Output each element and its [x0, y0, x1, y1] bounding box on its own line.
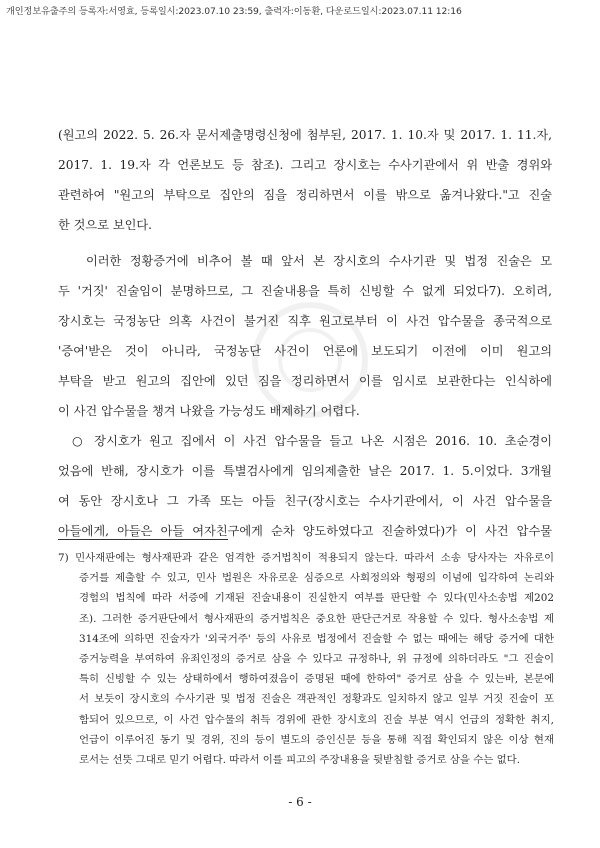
footnote-line: 경험의 법칙에 따라 서증에 기재된 진술내용이 진실한지 여부를 판단할 수 있다(민사소송법 제202	[79, 592, 554, 605]
text-line: 아들에게, 아들은 아들 여자친구에게 순차 양도하였다고 진술하였다)가 이 사건 압수물	[58, 524, 552, 538]
footnote-line: 언급이 이루어진 동기 및 경위, 진의 등이 별도의 증인신문 등을 통해 직접 확인되지 않은 이상 현재	[79, 733, 554, 746]
text-line: 관련하여 "원고의 부탁으로 집안의 짐을 정리하면서 이를 밖으로 옮겨나왔다."고 진술	[58, 188, 552, 202]
footnote-line: 증거능력을 부여하여 유죄인정의 증거로 삼을 수 있다고 규정하나, 위 규정에 의하더라도 "그 진술이	[79, 652, 554, 665]
paragraph-3	[58, 426, 552, 546]
footnote-line: 7) 민사재판에는 형사재판과 같은 엄격한 증거법칙이 적용되지 않는다. 따라서 소송 당사자는 자유로이	[58, 552, 554, 564]
text-line: 한 것으로 보인다.	[58, 218, 153, 232]
footnote-line: 서 보듯이 장시호의 수사기관 및 법정 진술은 객관적인 정황과도 일치하지 않고 일부 거짓 진술이 포	[79, 693, 554, 706]
text-line: 여 동안 장시호나 그 가족 또는 아들 친구(장시호는 수사기관에서, 이 사건 압수물을	[58, 494, 552, 508]
text-line: 부탁을 받고 원고의 집안에 있던 짐을 정리하면서 이를 임시로 보관한다는 인식하에	[58, 374, 552, 388]
footnote-line: 조). 그러한 증거판단에서 형사재판의 증거법칙은 중요한 판단근거로 작용할 수 있다. 형사소송법 제	[79, 612, 554, 625]
text-line: 이 사건 압수물을 챙겨 나왔을 가능성도 배제하기 어렵다.	[58, 404, 360, 418]
text-line: 2017. 1. 19.자 각 언론보도 등 참조). 그리고 장시호는 수사기관에서 위 반출 경위와	[58, 158, 552, 172]
text-line: ○ 장시호가 원고 집에서 이 사건 압수물을 들고 나온 시점은 2016. 10. 초순경이	[72, 434, 552, 448]
text-line: (원고의 2022. 5. 26.자 문서제출명령신청에 첨부된, 2017. 1. 10.자 및 2017. 1. 11.자,	[58, 128, 552, 142]
footnote-line: 314조에 의하면 진술자가 '외국거주' 등의 사유로 법정에서 진술할 수 없는 때에는 해당 증거에 대한	[79, 632, 554, 645]
text-line: 었음에 반해, 장시호가 이를 특별검사에게 임의제출한 날은 2017. 1. 5.이었다. 3개월	[58, 464, 552, 478]
footnote-line: 증거를 제출할 수 있고, 민사 법원은 자유로운 심증으로 사회정의와 형평의 이념에 입각하여 논리와	[79, 572, 554, 585]
footnote-line: 특히 신빙할 수 있는 상태하에서 행하여졌음이 증명된 때에 한하여" 증거로 삼을 수 있는바, 본문에	[79, 673, 554, 686]
paragraph-2	[58, 246, 552, 426]
document-body	[58, 120, 552, 546]
footnote-line: 함되어 있으므로, 이 사건 압수물의 취득 경위에 관한 장시호의 진술 부분 역시 언급의 정확한 취지,	[79, 713, 554, 726]
footnote-line: 로서는 선뜻 그대로 믿기 어렵다. 따라서 이를 피고의 주장내용을 뒷받침할 증거로 삼을 수는 없다.	[79, 753, 520, 766]
text-line: '증여'받은 것이 아니라, 국정농단 사건이 언론에 보도되기 이전에 이미 원고의	[58, 344, 552, 358]
footnote-separator	[58, 539, 228, 540]
text-line: 이러한 정황증거에 비추어 볼 때 앞서 본 장시호의 수사기관 및 법정 진술은 모	[86, 254, 552, 268]
text-line: 두 '거짓' 진술임이 분명하므로, 그 진술내용을 특히 신빙할 수 없게 되었다7). 오히려,	[58, 284, 552, 298]
footnote-7	[58, 548, 554, 770]
paragraph-1	[58, 120, 552, 240]
download-watermark-header: 개인정보유출주의 등록자:서영효, 등록일시:2023.07.10 23:59, 출력자:이동환, 다운로드일시:2023.07.11 12:16	[6, 6, 462, 17]
page-number: - 6 -	[288, 795, 312, 809]
text-line: 장시호는 국정농단 의혹 사건이 불거진 직후 원고로부터 이 사건 압수물을 종국적으로	[58, 314, 552, 328]
